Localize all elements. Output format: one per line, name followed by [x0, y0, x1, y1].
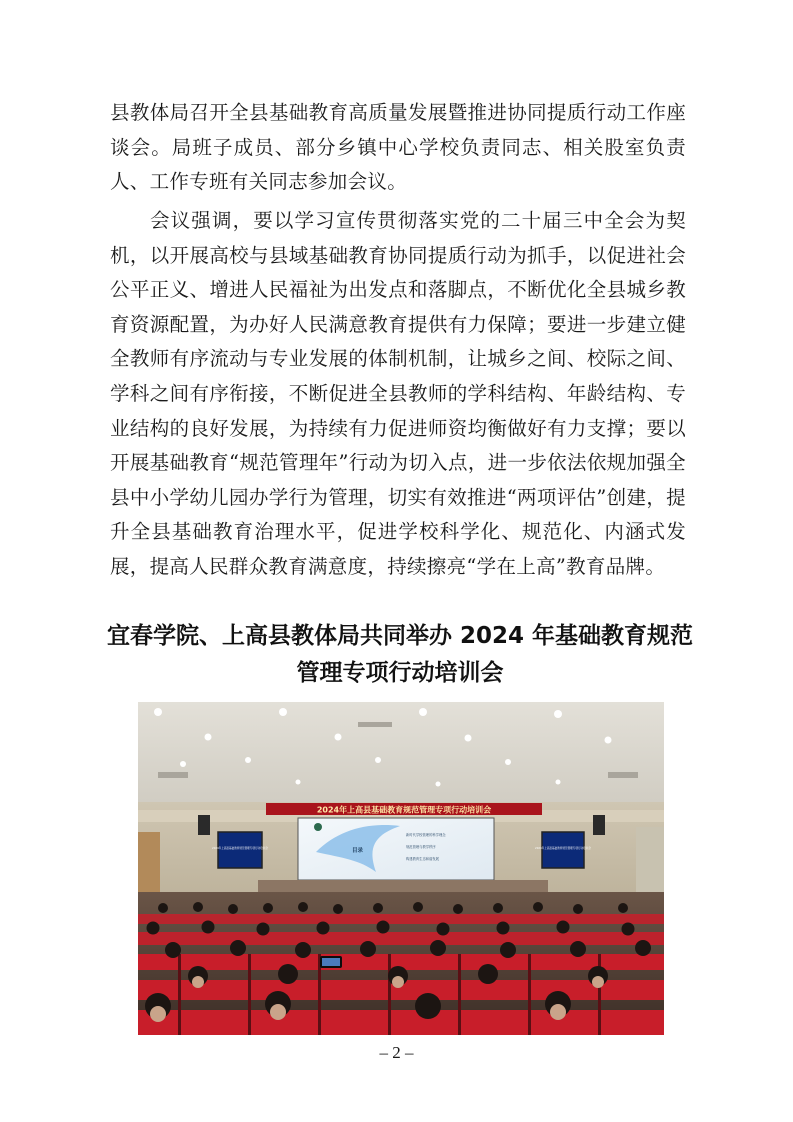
side-screen-right	[542, 832, 584, 868]
page-number: – 2 –	[379, 1043, 414, 1062]
screen-item-2: 规范管理与教学秩序	[406, 845, 436, 849]
screen-title: 目录	[352, 848, 364, 854]
phone-screen	[322, 958, 340, 966]
banner-text: 2024年上高县基础教育规范管理专项行动培训会	[316, 805, 492, 815]
ceiling	[138, 702, 664, 812]
screen-item-1: 新时代学校管理的科学理念	[406, 833, 446, 837]
side-screen-right-text: 2024年上高县基础教育规范管理专项行动培训会	[535, 847, 591, 850]
speaker-right	[593, 815, 605, 835]
screen-item-3: 构建教育生态和谐发展	[406, 857, 439, 861]
stage	[258, 880, 548, 894]
screen-logo	[314, 823, 322, 831]
speaker-left	[198, 815, 210, 835]
side-screen-left-text: 2024年上高县基础教育规范管理专项行动培训会	[212, 847, 268, 850]
section-heading: 宜春学院、上高县教体局共同举办 2024 年基础教育规范管理专项行动培训会	[106, 623, 694, 686]
paragraph-2: 会议强调，要以学习宣传贯彻落实党的二十届三中全会为契机，以开展高校与县域基础教育协同提质行动为抓手，以促进社会公平正义、增进人民福祉为出发点和落脚点，不断优化全县城乡教育资源配置，为办好人民满意教育提供有力保障；要进一步建立健全教师有序流动与专业发展的体制机制，让城乡之间、校际之间、学科之间有序衔接，不断促进全县教师的学科结构、年龄结构、专业结构的良好发展，为持续有力促进师资均衡做好有力支撑；要以开展基础教育“规范管理年”行动为切入点，进一步依法依规加强全县中小学幼儿园办学行为管理，切实有效推进“两项评估”创建，提升全县基础教育治理水平，促进学校科学化、规范化、内涵式发展，提高人民群众教育满意度，持续擦亮“学在上高”教育品牌。	[110, 209, 686, 578]
side-screen-left	[218, 832, 262, 868]
training-meeting-photo	[138, 702, 664, 1035]
paragraph-1: 县教体局召开全县基础教育高质量发展暨推进协同提质行动工作座谈会。局班子成员、部分乡镇中心学校负责同志、相关股室负责人、工作专班有关同志参加会议。	[110, 101, 686, 194]
